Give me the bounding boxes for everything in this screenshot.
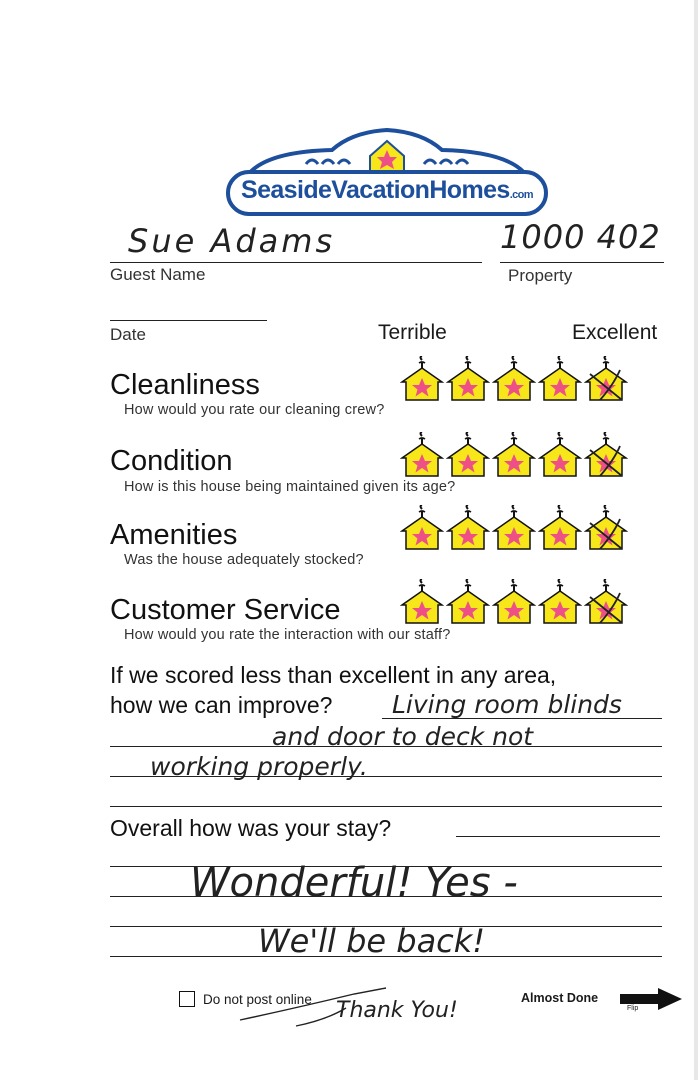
rating-title-condition: Condition	[110, 445, 233, 477]
rating-house-3[interactable]	[492, 505, 536, 551]
rating-house-2[interactable]	[446, 579, 490, 625]
page-edge	[694, 0, 698, 1080]
rating-question-amenities: Was the house adequately stocked?	[124, 552, 364, 568]
house-star-icon	[492, 579, 536, 625]
rating-question-customer-service: How would you rate the interaction with our staff?	[124, 627, 451, 643]
rating-house-5[interactable]	[584, 505, 628, 551]
house-star-icon	[538, 579, 582, 625]
rating-house-1[interactable]	[400, 505, 444, 551]
property-line	[500, 262, 664, 263]
date-label: Date	[110, 325, 146, 344]
rating-house-3[interactable]	[492, 356, 536, 402]
rating-house-2[interactable]	[446, 432, 490, 478]
flip-label: Flip	[627, 1005, 639, 1012]
house-star-icon	[584, 432, 628, 478]
overall-answer-line1: Wonderful! Yes -	[190, 860, 518, 906]
house-star-icon	[446, 505, 490, 551]
guest-name-value: Sue Adams	[128, 222, 336, 260]
overall-line-2	[110, 896, 662, 897]
house-star-icon	[492, 356, 536, 402]
rating-house-4[interactable]	[538, 505, 582, 551]
improve-line-3	[110, 776, 662, 777]
rating-title-cleanliness: Cleanliness	[110, 369, 260, 401]
property-label: Property	[508, 266, 573, 285]
improve-line-2	[110, 746, 662, 747]
rating-house-4[interactable]	[538, 432, 582, 478]
house-star-icon	[446, 579, 490, 625]
rating-house-5[interactable]	[584, 579, 628, 625]
house-star-icon	[492, 432, 536, 478]
improve-line-1	[382, 718, 662, 719]
rating-house-2[interactable]	[446, 356, 490, 402]
rating-title-amenities: Amenities	[110, 519, 238, 551]
overall-question: Overall how was your stay?	[110, 815, 392, 841]
brand-logo	[222, 124, 552, 220]
rating-house-1[interactable]	[400, 356, 444, 402]
rating-house-5[interactable]	[584, 432, 628, 478]
date-line	[110, 320, 267, 321]
guest-name-label: Guest Name	[110, 265, 206, 284]
house-star-icon	[400, 432, 444, 478]
house-star-icon	[400, 356, 444, 402]
overall-answer-line2: We'll be back!	[258, 922, 486, 960]
brand-suffix: .com	[509, 189, 533, 201]
overall-line-0	[456, 836, 660, 837]
house-star-icon	[538, 356, 582, 402]
overall-line-4	[110, 956, 662, 957]
guest-name-line	[110, 262, 482, 263]
house-star-icon	[538, 505, 582, 551]
improve-question-line2: how we can improve?	[110, 692, 333, 718]
house-star-icon	[400, 505, 444, 551]
rating-house-3[interactable]	[492, 432, 536, 478]
house-star-icon	[446, 432, 490, 478]
brand-name: SeasideVacationHomes	[241, 176, 510, 204]
rating-house-1[interactable]	[400, 432, 444, 478]
rating-houses-customer-service[interactable]	[400, 579, 628, 625]
rating-house-3[interactable]	[492, 579, 536, 625]
rating-house-4[interactable]	[538, 356, 582, 402]
rating-title-customer-service: Customer Service	[110, 594, 341, 626]
improve-line-4	[110, 806, 662, 807]
improve-answer-line2: and door to deck not	[272, 722, 534, 751]
house-star-icon	[538, 432, 582, 478]
rating-question-cleanliness: How would you rate our cleaning crew?	[124, 402, 385, 418]
do-not-post-checkbox[interactable]	[179, 991, 195, 1007]
house-star-icon	[584, 356, 628, 402]
rating-question-condition: How is this house being maintained given its age?	[124, 479, 456, 495]
improve-question-line1: If we scored less than excellent in any area,	[110, 662, 557, 688]
do-not-post-label: Do not post online	[203, 992, 312, 1007]
rating-house-2[interactable]	[446, 505, 490, 551]
house-star-icon	[446, 356, 490, 402]
rating-houses-amenities[interactable]	[400, 505, 628, 551]
property-value: 1000 402	[500, 218, 661, 256]
signature: Thank You!	[336, 998, 458, 1023]
rating-house-5[interactable]	[584, 356, 628, 402]
house-star-icon	[492, 505, 536, 551]
house-star-icon	[584, 579, 628, 625]
rating-house-4[interactable]	[538, 579, 582, 625]
house-star-icon	[584, 505, 628, 551]
scale-low-label: Terrible	[378, 321, 447, 344]
house-star-icon	[400, 579, 444, 625]
improve-answer-line3: working properly.	[150, 752, 368, 781]
rating-houses-cleanliness[interactable]	[400, 356, 628, 402]
rating-house-1[interactable]	[400, 579, 444, 625]
rating-houses-condition[interactable]	[400, 432, 628, 478]
improve-answer-line1: Living room blinds	[392, 690, 622, 719]
almost-done-label: Almost Done	[521, 991, 599, 1005]
scale-high-label: Excellent	[572, 321, 658, 344]
